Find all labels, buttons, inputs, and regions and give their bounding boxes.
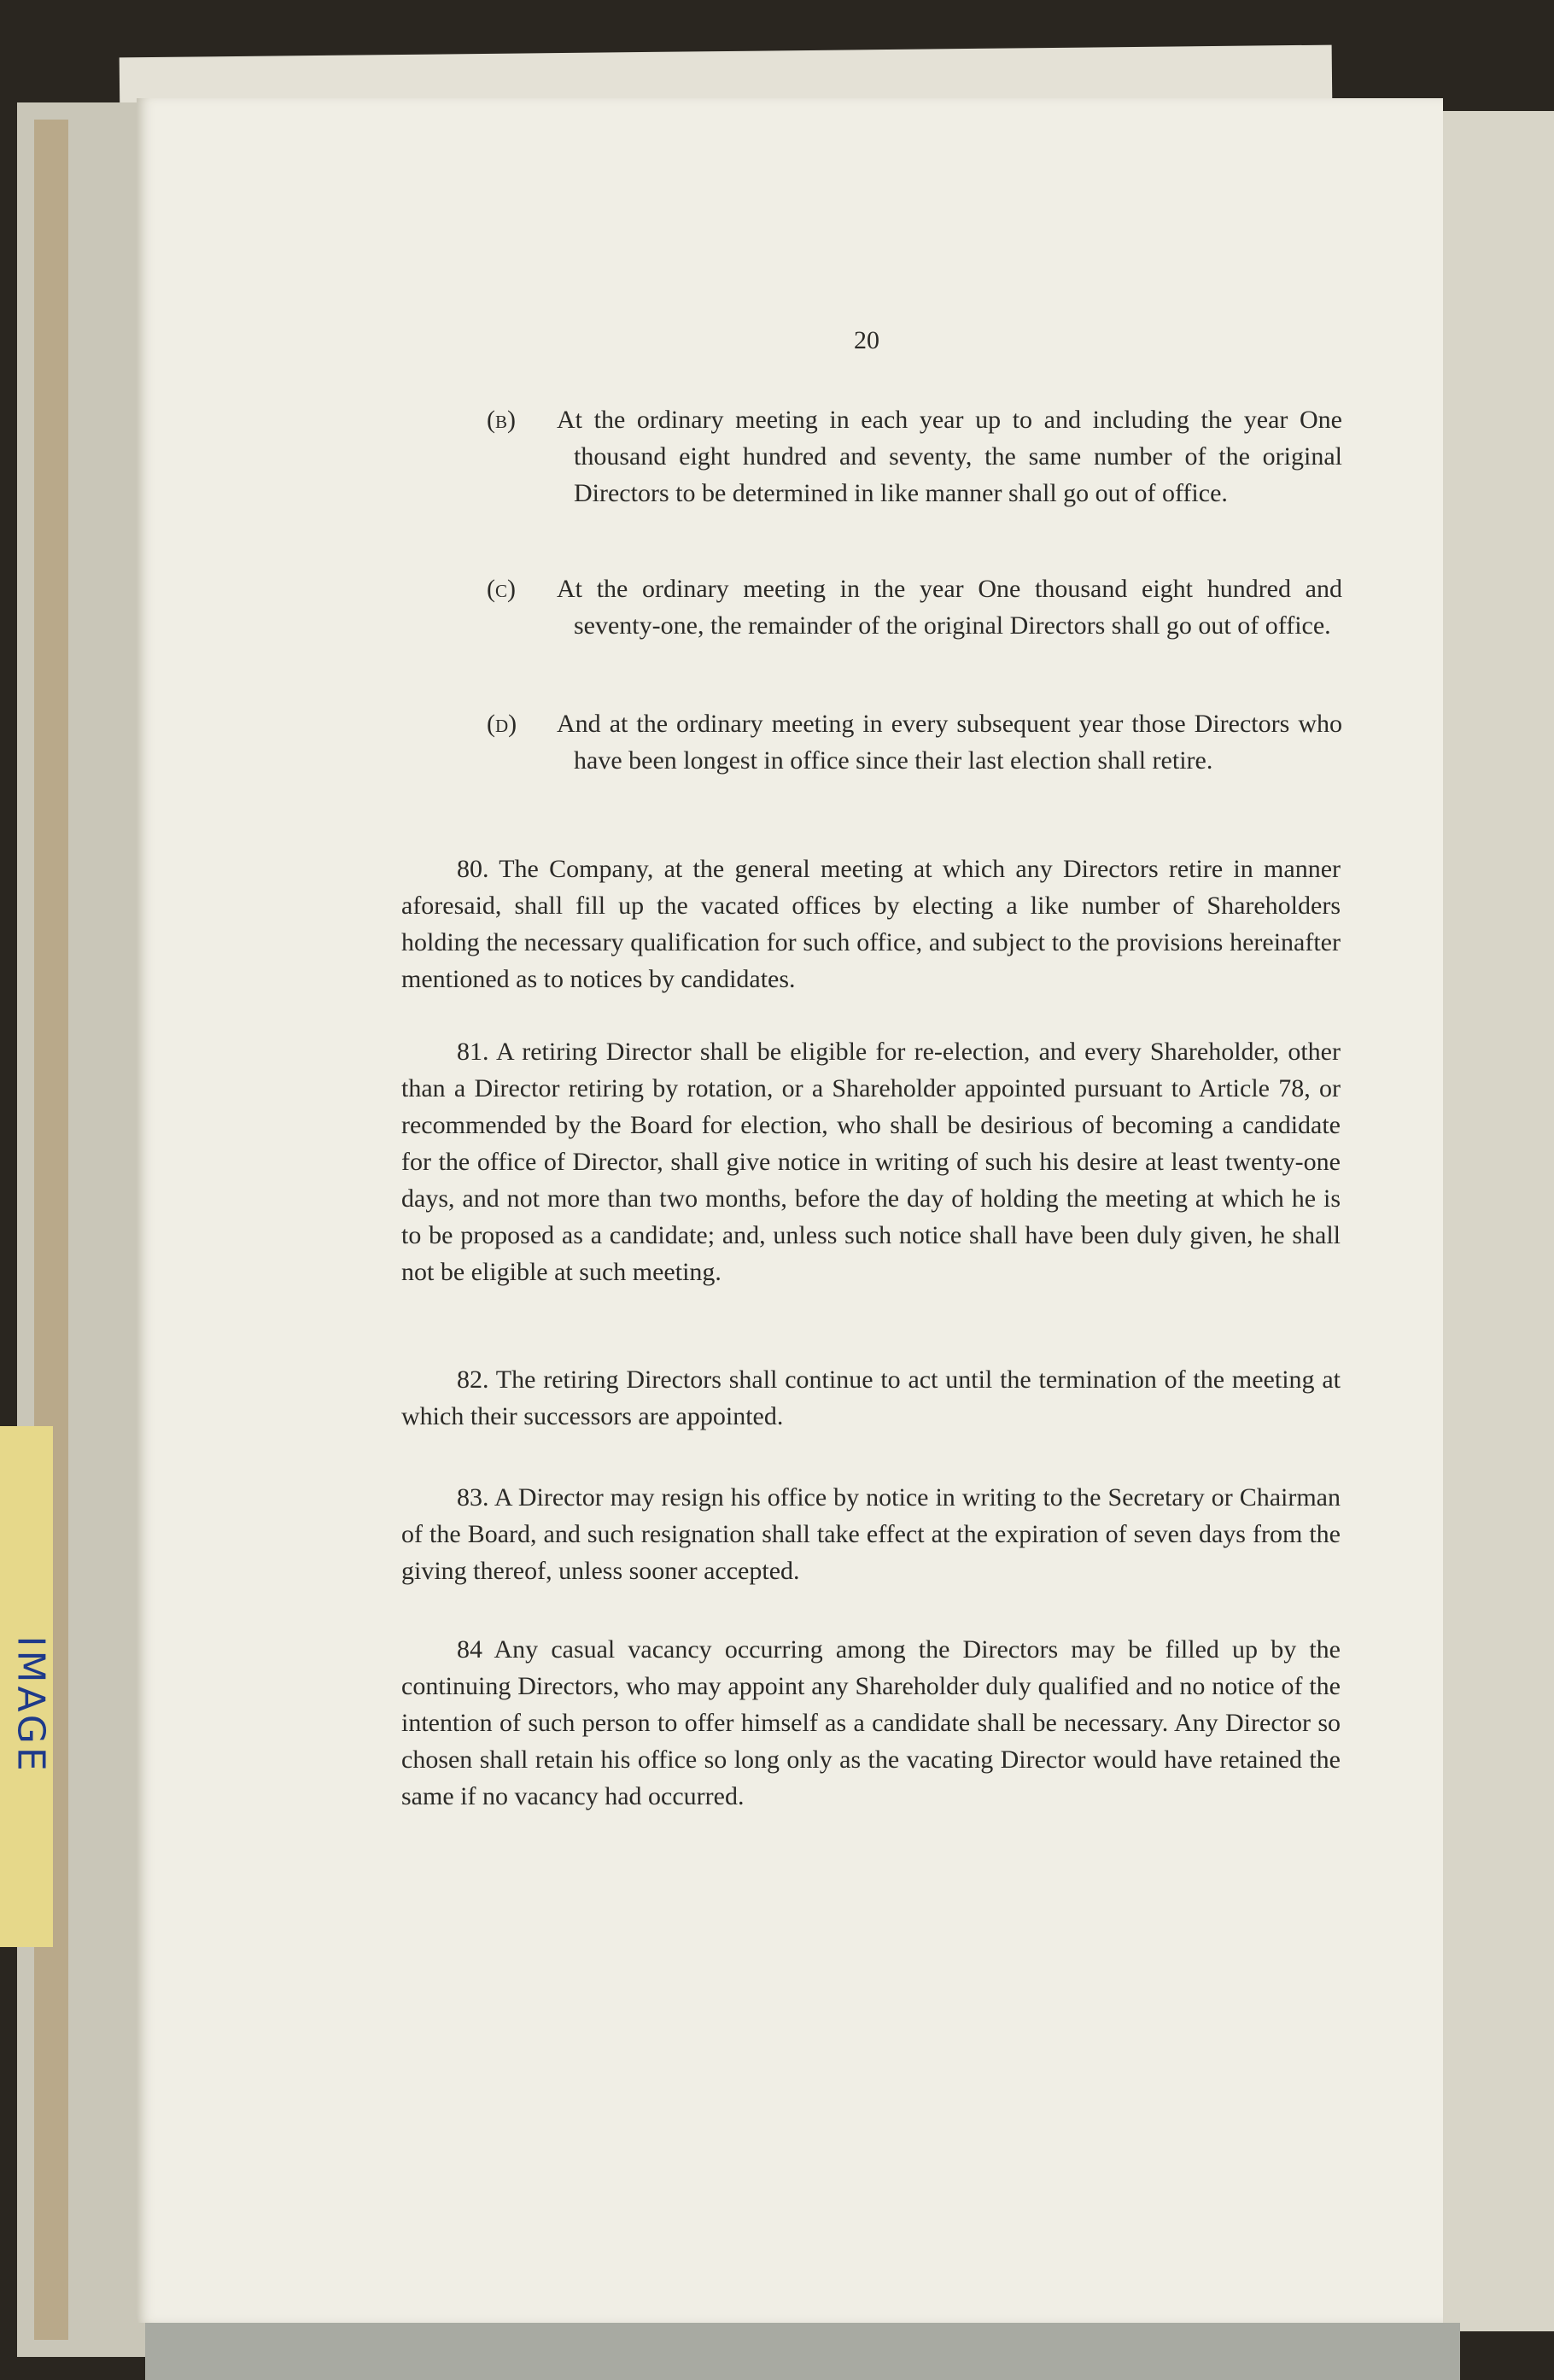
article-82: 82. The retiring Directors shall continue to act until the termination of the meeting at which their successors are appointed.	[401, 1365, 1341, 1430]
clause-label: (d)	[487, 710, 517, 738]
clause-text: At the ordinary meeting in the year One thousand eight hundred and seventy-one, the remainder of the original Directors shall go out of office.	[557, 575, 1342, 640]
clause-label: (c)	[487, 575, 516, 603]
article-81: 81. A retiring Director shall be eligible for re-election, and every Shareholder, other than a Director retiring by rotation, or a Shareholder appointed pursuant to Article 78, or recommended by the Board for election, who shall be desirious of becoming a candidate for the office of Director, shall give notice in writing of such his desire at least twenty-one days, and not more than two months, before the day of holding the meeting at which he is to be proposed as a candidate; and, unless such notice shall have been duly given, he shall not be eligible at such meeting.	[401, 1038, 1341, 1286]
handwritten-note	[9, 1636, 53, 1705]
clause-text: And at the ordinary meeting in every subsequent year those Directors who have been longest in office since their last election shall retire.	[557, 710, 1342, 775]
article-84: 84 Any casual vacancy occurring among the Directors may be filled up by the continuing Directors, who may appoint any Shareholder duly qualified and no notice of the intention of such person to offer himself as a candidate shall be necessary. Any Director so chosen shall retain his office so long only as the vacating Director would have retained the same if no vacancy had occurred.	[401, 1635, 1341, 1810]
clause-d	[487, 705, 1342, 779]
clause-b	[487, 401, 1342, 512]
adjacent-page	[1434, 111, 1554, 2331]
torn-paper-edge	[34, 120, 68, 2340]
page-stack-bottom	[145, 2323, 1460, 2380]
clause-text: At the ordinary meeting in each year up to and including the year One thousand eight hundred and seventy, the same number of the original Directors to be determined in like manner shall go out of office.	[557, 406, 1342, 507]
clause-label: (b)	[487, 406, 516, 434]
article-83: 83. A Director may resign his office by notice in writing to the Secretary or Chairman of the Board, and such resignation shall take effect at the expiration of seven days from the giving thereof, unless sooner accepted.	[401, 1483, 1341, 1585]
clause-c	[487, 570, 1342, 644]
article-80: 80. The Company, at the general meeting at which any Directors retire in manner aforesaid, shall fill up the vacated offices by electing a like number of Shareholders holding the necessary qualification for such office, and subject to the provisions hereinafter mentioned as to notices by candidates.	[401, 855, 1341, 993]
page-number: 20	[854, 326, 879, 354]
